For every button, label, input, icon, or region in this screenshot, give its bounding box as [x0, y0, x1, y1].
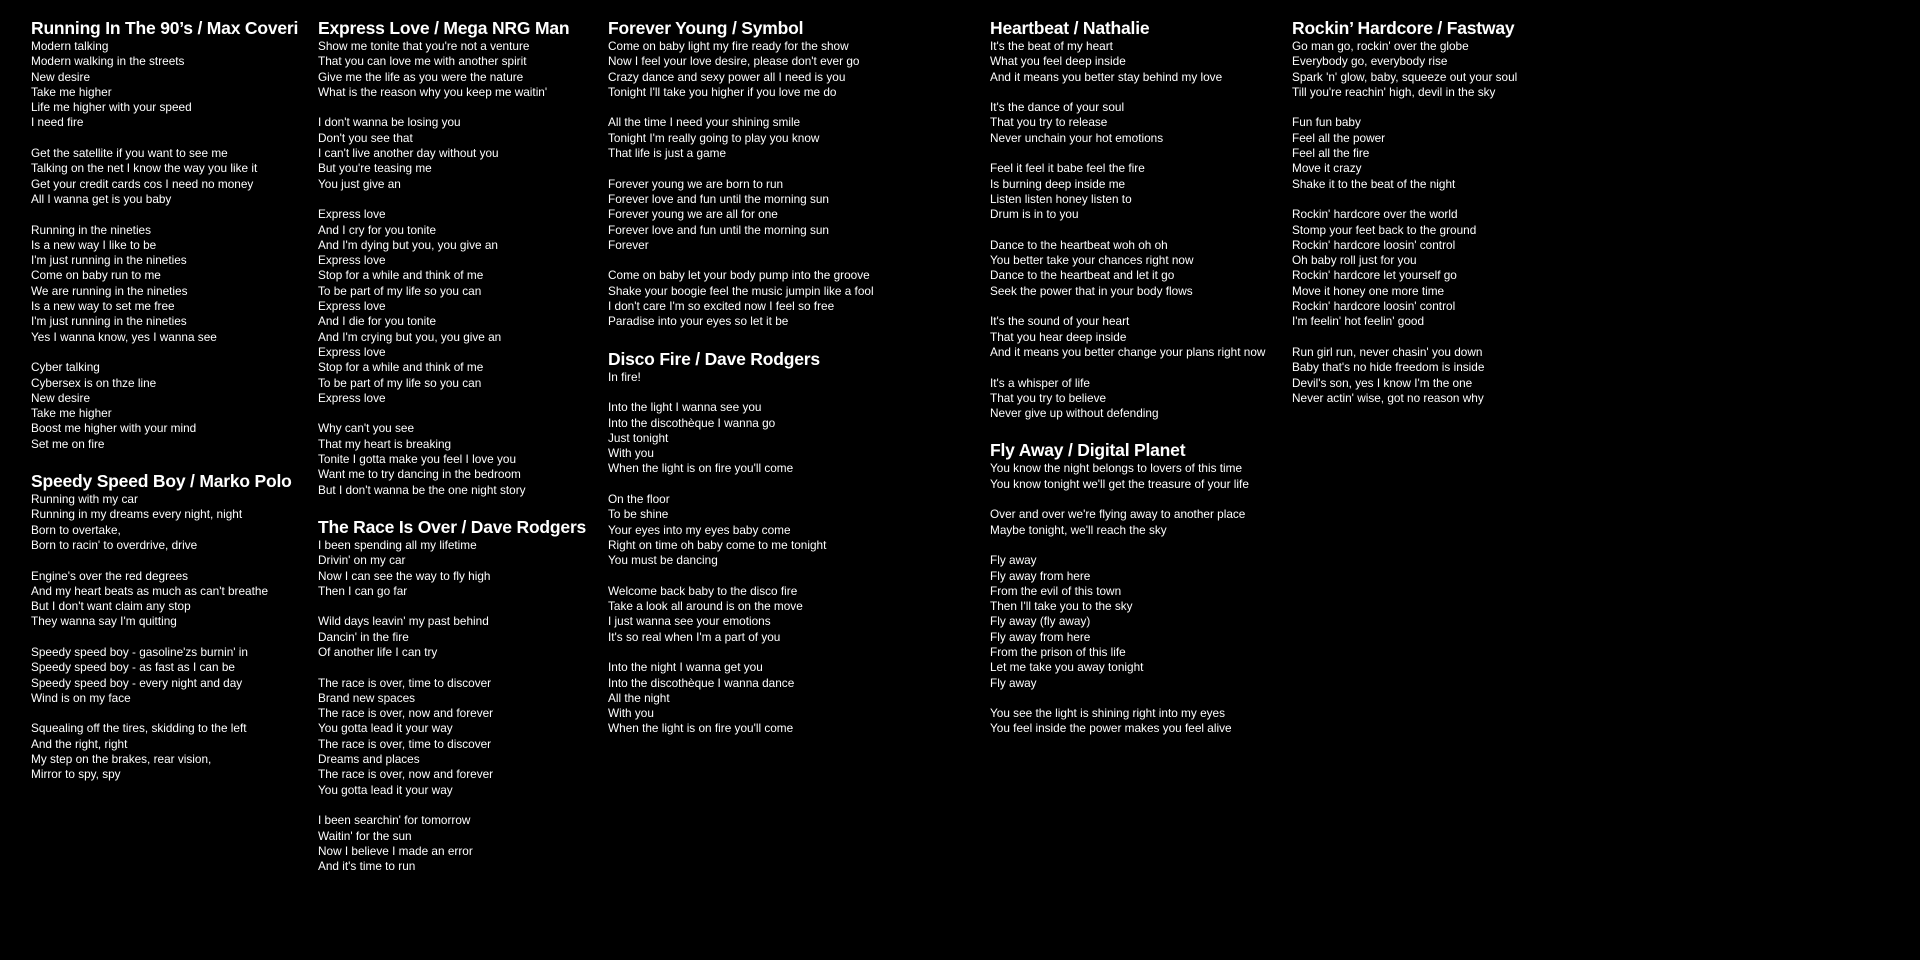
lyric-line: Everybody go, everybody rise [1292, 54, 1448, 69]
lyric-line: Get your credit cards cos I need no money [31, 176, 254, 191]
lyric-line: You just give an [318, 176, 401, 191]
stanza [31, 721, 301, 782]
lyric-line: Take me higher [31, 84, 112, 99]
lyric-line: Then I can go far [318, 583, 408, 598]
lyric-line: Come on baby let your body pump into the groove [608, 268, 870, 283]
lyric-line: To be shine [608, 507, 669, 522]
lyric-line: Is burning deep inside me [990, 176, 1126, 191]
lyric-line: Dancin' in the fire [318, 629, 409, 644]
lyric-line: Modern talking [31, 39, 109, 53]
lyric-line: All the night [608, 690, 670, 705]
lyric-line: Fly away (fly away) [990, 614, 1091, 629]
lyric-line: Cybersex is on thze line [31, 375, 157, 390]
lyric-line: I need fire [31, 115, 84, 130]
lyric-line: The race is over, time to discover [318, 675, 492, 690]
lyric-line: Dreams and places [318, 752, 420, 767]
lyric-line: The race is over, time to discover [318, 736, 492, 751]
song-title: Fly Away / Digital Planet [990, 440, 1186, 461]
lyric-line: Get the satellite if you want to see me [31, 146, 228, 161]
lyric-line: You better take your chances right now [990, 253, 1194, 268]
stanza [1292, 345, 1592, 406]
lyric-line: I'm just running in the nineties [31, 314, 187, 329]
lyric-line: Fly away [990, 675, 1037, 690]
lyric-line: Is a new way to set me free [31, 299, 175, 314]
lyric-line: Come on baby run to me [31, 268, 161, 283]
lyric-line: That my heart is breaking [318, 436, 452, 451]
lyric-line: Mirror to spy, spy [31, 767, 121, 782]
lyric-line: Spark 'n' glow, baby, squeeze out your soul [1292, 69, 1518, 84]
lyric-line: Why can't you see [318, 421, 415, 436]
lyric-line: Right on time oh baby come to me tonight [608, 537, 827, 552]
lyric-line: I been spending all my lifetime [318, 537, 477, 552]
lyric-line: You know the night belongs to lovers of this time [990, 461, 1243, 476]
lyric-line: With you [608, 706, 654, 721]
lyric-line: Express love [318, 299, 386, 314]
song-block [990, 439, 1290, 736]
lyric-line: Waitin' for the sun [318, 828, 412, 843]
lyric-line: Set me on fire [31, 436, 105, 451]
stanza [318, 39, 598, 100]
lyric-line: Give me the life as you were the nature [318, 69, 524, 84]
lyric-line: Paradise into your eyes so let it be [608, 314, 789, 329]
lyric-line: From the evil of this town [990, 583, 1122, 598]
song-title: Running In The 90’s / Max Coveri [31, 18, 299, 38]
lyric-line: Boost me higher with your mind [31, 421, 197, 436]
lyric-line: Express love [318, 207, 386, 222]
lyric-line: Oh baby roll just for you [1292, 253, 1417, 268]
lyric-line: And it means you better stay behind my love [990, 69, 1223, 84]
lyric-line: And I'm crying but you, you give an [318, 329, 502, 344]
lyric-line: That life is just a game [608, 146, 727, 161]
lyric-line: It's a whisper of life [990, 375, 1090, 390]
lyric-line: Tonite I gotta make you feel I love you [318, 452, 517, 467]
lyric-line: Modern walking in the streets [31, 54, 185, 69]
lyric-line: It's so real when I'm a part of you [608, 629, 781, 644]
lyric-line: You gotta lead it your way [318, 782, 453, 797]
stanza [608, 492, 968, 568]
lyric-line: Fly away [990, 553, 1037, 568]
stanza [990, 376, 1290, 422]
stanza [990, 161, 1290, 222]
lyric-line: Now I believe I made an error [318, 843, 473, 858]
song-block [608, 348, 968, 737]
stanza [318, 614, 598, 660]
lyric-line: Speedy speed boy - gasoline'zs burnin' in [31, 644, 248, 659]
lyric-line: Forever love and fun until the morning sun [608, 222, 829, 237]
song-title: Forever Young / Symbol [608, 18, 804, 38]
lyric-line: Of another life I can try [318, 644, 438, 659]
lyric-line: The race is over, now and forever [318, 767, 494, 782]
lyric-line: Tonight I'm really going to play you know [608, 130, 820, 145]
lyric-line: Into the night I wanna get you [608, 660, 763, 675]
lyric-line: Yes I wanna know, yes I wanna see [31, 329, 217, 344]
lyric-line: New desire [31, 69, 91, 84]
lyric-line: You see the light is shining right into my eyes [990, 706, 1225, 721]
lyric-line: Don't you see that [318, 130, 413, 145]
lyric-line: It's the dance of your soul [990, 100, 1125, 115]
lyric-line: Never actin' wise, got no reason why [1292, 390, 1484, 405]
song-block [990, 17, 1290, 421]
song-block [318, 516, 598, 875]
lyric-line: Then I'll take you to the sky [990, 599, 1133, 614]
lyric-line: Express love [318, 344, 386, 359]
lyric-line: Born to racin' to overdrive, drive [31, 537, 198, 552]
lyric-line: Squealing off the tires, skidding to the left [31, 721, 247, 736]
lyric-line: With you [608, 446, 654, 461]
lyric-line: Running with my car [31, 492, 138, 507]
lyric-line: It's the beat of my heart [990, 39, 1113, 53]
song-block [608, 17, 968, 330]
lyric-line: Now I can see the way to fly high [318, 568, 491, 583]
lyric-line: Rockin' hardcore loosin' control [1292, 299, 1456, 314]
lyric-line: Welcome back baby to the disco fire [608, 583, 798, 598]
lyric-line: Into the light I wanna see you [608, 400, 762, 415]
lyric-line: I can't live another day without you [318, 146, 499, 161]
lyric-line: Never unchain your hot emotions [990, 130, 1164, 145]
lyric-line: You feel inside the power makes you feel alive [990, 721, 1232, 736]
lyric-line: And my heart beats as much as can't breathe [31, 583, 269, 598]
song-block [31, 470, 301, 783]
lyric-line: I been searchin' for tomorrow [318, 813, 471, 828]
lyrics-column-3 [608, 17, 968, 755]
lyrics-column-5 [1292, 17, 1592, 424]
stanza [31, 39, 301, 131]
lyric-line: Forever young we are born to run [608, 176, 784, 191]
lyric-line: Stop for a while and think of me [318, 360, 484, 375]
stanza [990, 238, 1290, 299]
lyric-line: You gotta lead it your way [318, 721, 453, 736]
lyric-line: Let me take you away tonight [990, 660, 1144, 675]
lyric-line: Baby that's no hide freedom is inside [1292, 360, 1485, 375]
lyric-line: That you try to release [990, 115, 1108, 130]
lyric-line: Drivin' on my car [318, 553, 406, 568]
stanza [318, 115, 598, 191]
stanza [1292, 39, 1592, 100]
lyric-line: Move it honey one more time [1292, 283, 1445, 298]
lyric-line: We are running in the nineties [31, 283, 188, 298]
stanza [31, 645, 301, 706]
stanza [318, 421, 598, 497]
lyric-line: Feel all the power [1292, 130, 1386, 145]
lyric-line: On the floor [608, 492, 670, 507]
lyric-line: Never give up without defending [990, 406, 1159, 421]
lyric-line: Take me higher [31, 406, 112, 421]
lyric-line: And it means you better change your plans right now [990, 344, 1266, 359]
lyric-line: To be part of my life so you can [318, 283, 482, 298]
stanza [608, 660, 968, 736]
song-title: Rockin’ Hardcore / Fastway [1292, 18, 1515, 38]
lyric-line: Shake it to the beat of the night [1292, 176, 1456, 191]
lyric-line: That you hear deep inside [990, 329, 1127, 344]
lyric-line: Wind is on my face [31, 690, 131, 705]
lyric-line: Rockin' hardcore let yourself go [1292, 268, 1457, 283]
lyric-line: What you feel deep inside [990, 54, 1126, 69]
stanza [608, 268, 968, 329]
lyric-line: Listen listen honey listen to [990, 191, 1132, 206]
lyric-line: I don't care I'm so excited now I feel so free [608, 299, 835, 314]
song-block [31, 17, 301, 452]
lyric-line: Go man go, rockin' over the globe [1292, 39, 1469, 53]
lyric-line: And it's time to run [318, 859, 416, 874]
lyric-line: Move it crazy [1292, 161, 1362, 176]
lyric-line: All the time I need your shining smile [608, 115, 801, 130]
lyric-line: Over and over we're flying away to another place [990, 507, 1246, 522]
lyric-line: Rockin' hardcore over the world [1292, 207, 1458, 222]
lyric-line: And I die for you tonite [318, 314, 437, 329]
lyric-line: What is the reason why you keep me waitin' [318, 84, 548, 99]
lyrics-column-1 [31, 17, 301, 801]
lyric-line: Dance to the heartbeat and let it go [990, 268, 1175, 283]
lyric-line: And I cry for you tonite [318, 222, 437, 237]
lyric-line: And I'm dying but you, you give an [318, 237, 498, 252]
song-block [1292, 17, 1592, 406]
lyric-line: But I don't wanna be the one night story [318, 482, 526, 497]
lyric-line: When the light is on fire you'll come [608, 721, 794, 736]
lyric-line: Cyber talking [31, 360, 100, 375]
lyrics-column-4 [990, 17, 1290, 755]
lyric-line: I just wanna see your emotions [608, 614, 771, 629]
lyric-line: Is a new way I like to be [31, 237, 157, 252]
lyric-line: Engine's over the red degrees [31, 568, 189, 583]
lyric-line: New desire [31, 390, 91, 405]
lyric-line: Forever young we are all for one [608, 207, 778, 222]
lyric-line: From the prison of this life [990, 644, 1126, 659]
lyric-line: Talking on the net I know the way you like it [31, 161, 258, 176]
lyric-line: Rockin' hardcore loosin' control [1292, 237, 1456, 252]
lyric-line: It's the sound of your heart [990, 314, 1130, 329]
stanza [990, 706, 1290, 737]
lyric-line: All I wanna get is you baby [31, 191, 172, 206]
lyric-line: Seek the power that in your body flows [990, 283, 1193, 298]
lyric-line: Drum is in to you [990, 207, 1079, 222]
lyric-line: Show me tonite that you're not a venture [318, 39, 530, 53]
lyric-line: I'm just running in the nineties [31, 253, 187, 268]
stanza [318, 207, 598, 406]
lyric-line: Your eyes into my eyes baby come [608, 522, 791, 537]
stanza [31, 492, 301, 553]
stanza [318, 676, 598, 798]
lyric-line: Express love [318, 390, 386, 405]
lyric-line: But you're teasing me [318, 161, 432, 176]
lyric-line: You must be dancing [608, 553, 718, 568]
lyric-line: Into the discothèque I wanna go [608, 415, 776, 430]
lyric-line: Dance to the heartbeat woh oh oh [990, 237, 1168, 252]
lyric-line: My step on the brakes, rear vision, [31, 752, 212, 767]
lyric-line: Run girl run, never chasin' you down [1292, 344, 1483, 359]
stanza [608, 115, 968, 161]
lyric-line: But I don't want claim any stop [31, 599, 191, 614]
stanza [608, 39, 968, 100]
stanza [608, 584, 968, 645]
lyric-line: When the light is on fire you'll come [608, 461, 794, 476]
stanza [31, 360, 301, 452]
lyric-line: Come on baby light my fire ready for the show [608, 39, 849, 53]
lyric-line: They wanna say I'm quitting [31, 614, 177, 629]
stanza [990, 100, 1290, 146]
lyric-line: Tonight I'll take you higher if you love me do [608, 84, 837, 99]
stanza [608, 177, 968, 253]
lyric-line: Speedy speed boy - every night and day [31, 675, 243, 690]
lyric-line: To be part of my life so you can [318, 375, 482, 390]
song-title: Disco Fire / Dave Rodgers [608, 348, 820, 369]
stanza [318, 538, 598, 599]
lyric-line: Born to overtake, [31, 522, 121, 537]
lyric-line: Brand new spaces [318, 690, 416, 705]
lyric-line: Maybe tonight, we'll reach the sky [990, 522, 1167, 537]
lyric-line: Running in my dreams every night, night [31, 507, 243, 522]
lyric-line: Just tonight [608, 430, 669, 445]
lyric-line: Running in the nineties [31, 222, 152, 237]
lyric-line: That you try to believe [990, 390, 1107, 405]
stanza [990, 553, 1290, 691]
lyric-line: Stomp your feet back to the ground [1292, 222, 1477, 237]
stanza [990, 507, 1290, 538]
stanza [608, 370, 968, 385]
lyric-line: In fire! [608, 369, 641, 384]
song-block [318, 17, 598, 498]
lyric-line: Life me higher with your speed [31, 100, 192, 115]
stanza [608, 400, 968, 476]
song-title: Express Love / Mega NRG Man [318, 18, 570, 38]
lyric-line: Till you're reachin' high, devil in the sky [1292, 84, 1496, 99]
lyric-line: I don't wanna be losing you [318, 115, 461, 130]
stanza [990, 314, 1290, 360]
stanza [1292, 115, 1592, 191]
lyric-line: Into the discothèque I wanna dance [608, 675, 795, 690]
lyric-line: Express love [318, 253, 386, 268]
lyric-line: Feel it feel it babe feel the fire [990, 161, 1145, 176]
lyric-line: The race is over, now and forever [318, 706, 494, 721]
lyric-line: Crazy dance and sexy power all I need is you [608, 69, 846, 84]
lyric-line: That you can love me with another spirit [318, 54, 527, 69]
lyric-line: Now I feel your love desire, please don't ever go [608, 54, 860, 69]
lyric-line: Take a look all around is on the move [608, 599, 803, 614]
lyric-line: Stop for a while and think of me [318, 268, 484, 283]
lyric-line: You know tonight we'll get the treasure of your life [990, 476, 1249, 491]
song-title: The Race Is Over / Dave Rodgers [318, 516, 587, 537]
lyric-line: Forever love and fun until the morning sun [608, 191, 829, 206]
lyric-line: Shake your boogie feel the music jumpin like a fool [608, 283, 874, 298]
stanza [31, 569, 301, 630]
stanza [990, 39, 1290, 85]
stanza [990, 461, 1290, 492]
stanza [31, 146, 301, 207]
stanza [1292, 207, 1592, 329]
song-title: Speedy Speed Boy / Marko Polo [31, 471, 292, 492]
lyric-line: I'm feelin' hot feelin' good [1292, 314, 1425, 329]
lyric-line: Fly away from here [990, 629, 1091, 644]
lyrics-column-2 [318, 17, 598, 892]
lyric-line: Fun fun baby [1292, 115, 1361, 130]
lyric-line: Fly away from here [990, 568, 1091, 583]
stanza [31, 223, 301, 345]
lyric-line: Speedy speed boy - as fast as I can be [31, 660, 235, 675]
lyric-line: Feel all the fire [1292, 146, 1370, 161]
lyric-line: Want me to try dancing in the bedroom [318, 467, 521, 482]
song-title: Heartbeat / Nathalie [990, 18, 1150, 38]
lyric-line: And the right, right [31, 736, 128, 751]
stanza [318, 813, 598, 874]
lyric-line: Wild days leavin' my past behind [318, 614, 489, 629]
lyric-line: Devil's son, yes I know I'm the one [1292, 375, 1473, 390]
lyric-line: Forever [608, 237, 649, 252]
